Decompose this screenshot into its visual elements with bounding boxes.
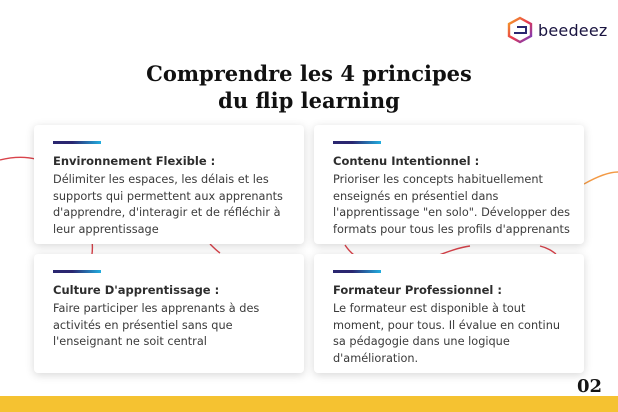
card-accent-bar [53, 141, 101, 144]
card-title: Contenu Intentionnel : [333, 154, 480, 168]
card-accent-bar [333, 141, 381, 144]
card-title: Culture D'apprentissage : [53, 283, 220, 297]
card-body: Faire participer les apprenants à des activités en présentiel sans que l'enseignant ne soit central [53, 302, 260, 348]
card-accent-bar [333, 270, 381, 273]
card-formateur-professionnel [314, 254, 584, 373]
card-environnement-flexible [34, 125, 304, 244]
page-number: 02 [576, 376, 602, 397]
card-accent-bar [53, 270, 101, 273]
brand-name: beedeez [538, 20, 608, 40]
card-culture-apprentissage [34, 254, 304, 373]
card-title: Environnement Flexible : [53, 154, 216, 168]
page-title-line-2: du flip learning [218, 88, 400, 113]
card-body: Prioriser les concepts habituellement enseignés en présentiel dans l'apprentissage "en solo". Développer des formats pour tous les profils d'apprenants [333, 173, 570, 236]
footer-band [0, 396, 618, 412]
card-body: Délimiter les espaces, les délais et les supports qui permettent aux apprenants d'apprendre, d'interagir et de réfléchir à leur apprentissage [53, 173, 283, 236]
brand-logo [505, 16, 608, 44]
card-title: Formateur Professionnel : [333, 283, 502, 297]
card-contenu-intentionnel [314, 125, 584, 244]
card-body: Le formateur est disponible à tout moment, pour tous. Il évalue en continu sa pédagogie dans une logique d'amélioration. [333, 302, 561, 365]
page-title-line-1: Comprendre les 4 principes [146, 61, 472, 86]
beedeez-hexagon-icon [505, 16, 535, 44]
page-title [0, 60, 618, 114]
